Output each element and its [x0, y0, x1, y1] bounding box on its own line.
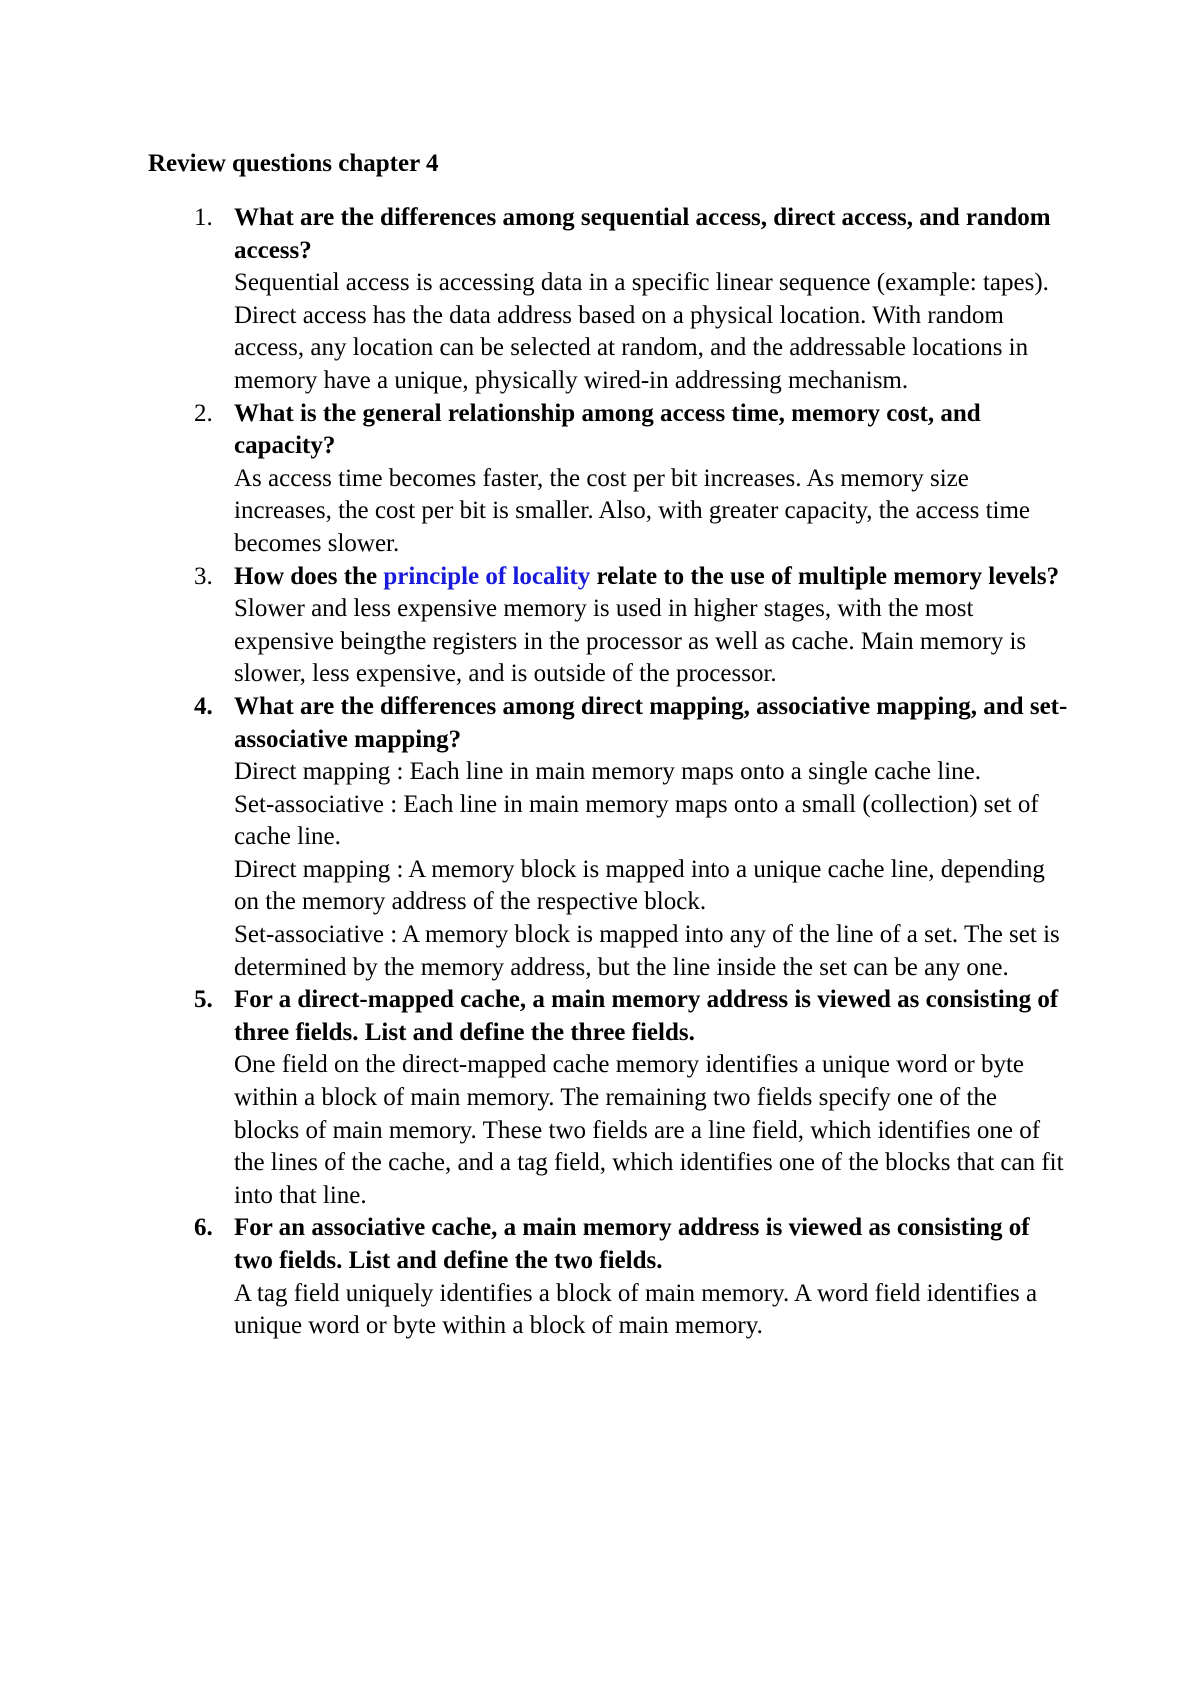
answer-text: Direct mapping : A memory block is mapped into a unique cache line, depending on the memory address of the respective block.	[234, 855, 1045, 916]
question-text-start: How does the	[234, 562, 384, 590]
question-number: 5.	[194, 986, 213, 1014]
question-item-6	[148, 1212, 1068, 1342]
question-text: For an associative cache, a main memory address is viewed as consisting of two fields. List and define the two fields.	[234, 1214, 1030, 1274]
answer-text: Sequential access is accessing data in a specific linear sequence (example: tapes). Direct access has the data address based on a physical location. With random access, any location can be selected at random, and the addressable locations in memory have a unique, physically wired-in addressing mechanism.	[234, 269, 1049, 394]
question-item-1	[148, 202, 1068, 398]
page-title: Review questions chapter 4	[148, 150, 439, 177]
question-item-4	[148, 691, 1068, 984]
question-text: For a direct-mapped cache, a main memory address is viewed as consisting of three fields. List and define the three fields.	[234, 986, 1059, 1046]
question-text: What is the general relationship among access time, memory cost, and capacity?	[234, 399, 981, 460]
question-number: 2.	[194, 399, 213, 427]
answer-text: One field on the direct-mapped cache memory identifies a unique word or byte within a block of main memory. The remaining two fields specify one of the blocks of main memory. These two fields are a line field, which identifies one of the lines of the cache, and a tag field, which identifies one of the blocks that can fit into that line.	[234, 1051, 1064, 1209]
question-item-2	[148, 398, 1068, 561]
question-text: What are the differences among sequential access, direct access, and random access?	[234, 204, 1051, 264]
question-list	[148, 202, 1068, 1343]
question-number: 4.	[194, 692, 213, 720]
question-number: 6.	[194, 1214, 213, 1242]
question-text	[234, 561, 1068, 594]
answer-text: Set-associative : Each line in main memory maps onto a small (collection) set of cache line.	[234, 790, 1039, 851]
answer-text: Direct mapping : Each line in main memory maps onto a single cache line.	[234, 758, 981, 786]
question-number: 3.	[194, 562, 213, 590]
answer-text: A tag field uniquely identifies a block of main memory. A word field identifies a unique word or byte within a block of main memory.	[234, 1279, 1038, 1340]
question-number: 1.	[194, 204, 213, 231]
answer-text: Slower and less expensive memory is used in higher stages, with the most expensive beingthe registers in the processor as well as cache. Main memory is slower, less expensive, and is outside of the processor.	[234, 595, 1027, 688]
principle-of-locality-link[interactable]: principle of locality	[383, 562, 591, 590]
question-text-end: relate to the use of multiple memory levels?	[590, 562, 1060, 590]
document-page	[148, 148, 1068, 1343]
answer-text: Set-associative : A memory block is mapped into any of the line of a set. The set is determined by the memory address, but the line inside the set can be any one.	[234, 921, 1060, 981]
question-item-5	[148, 984, 1068, 1212]
question-text: What are the differences among direct mapping, associative mapping, and set-associative mapping?	[234, 692, 1068, 753]
answer-text: As access time becomes faster, the cost per bit increases. As memory size increases, the cost per bit is smaller. Also, with greater capacity, the access time becomes slower.	[234, 464, 1031, 557]
question-item-3	[148, 561, 1068, 691]
